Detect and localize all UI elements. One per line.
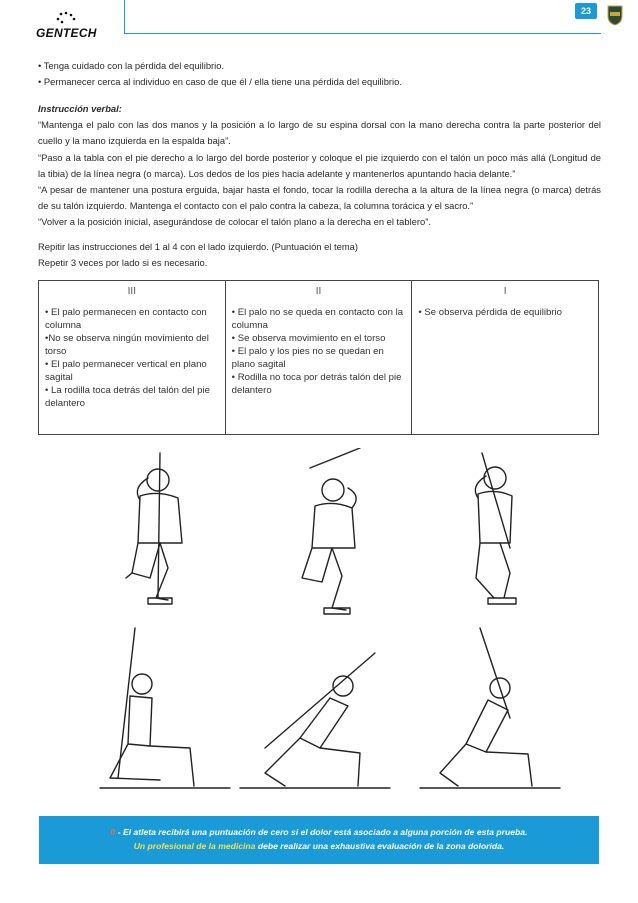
figure-front-3: [475, 453, 516, 604]
note-highlight: Un profesional de la medicina: [133, 841, 256, 851]
verbal-line: “Mantenga el palo con las dos manos y la posición a lo largo de su espina dorsal con la mano derecha contra la parte posterior del cuello y la mano izquierda en la espalda baja”.: [38, 119, 601, 147]
criteria-item: • El palo permanecer vertical en plano sagital: [45, 359, 207, 383]
verbal-label: Instrucción verbal:: [38, 103, 122, 114]
repeat-line: Repitir las instrucciones del 1 al 4 con el lado izquierdo. (Puntuación el tema): [38, 241, 358, 252]
verbal-line: “Paso a la tabla con el pie derecho a lo largo del borde posterior y coloque el pie izquierdo con el talón un poco más allá (Longitud de la tibia) de la línea negra (o marca). Los dedos de los pies hacia adelante y mantenerlos apuntando hacia delante.”: [38, 151, 601, 179]
criteria-item: • Se observa pérdida de equilibrio: [418, 307, 562, 318]
header-rule: [124, 33, 601, 34]
page-number: 23: [575, 3, 597, 19]
verbal-line: “Volver a la posición inicial, asegurándose de colocar el talón plano a la derecha en el tablero”.: [38, 216, 431, 228]
note-zero: 0: [110, 827, 116, 837]
scoring-table: [38, 280, 599, 435]
criteria-item: • Se observa movimiento en el torso: [231, 333, 386, 344]
criteria-item: • El palo no se queda en contacto con la columna: [231, 307, 404, 331]
verbal-instructions: [38, 101, 601, 231]
verbal-line: “A pesar de mantener una postura erguida, bajar hasta el fondo, tocar la rodilla derecha a la altura de la línea negra (o marca) detrás de su talón izquierdo. Mantenga el contacto con el palo contra la cabeza, la columna torácica y el sacro.”: [38, 184, 601, 212]
criteria-item: •No se observa ningún movimiento del torso: [45, 333, 209, 357]
logo-text: GENTECH: [36, 26, 97, 40]
note-line-2: [39, 839, 599, 853]
exercise-illustrations: [90, 448, 570, 803]
crest-icon: [606, 4, 624, 26]
figure-front-2: [302, 448, 360, 614]
criteria-item: • El palo permanecen en contacto con columna: [45, 307, 207, 331]
figure-side-3: [420, 628, 560, 788]
score-column-1: [412, 281, 598, 434]
repeat-line: Repetir 3 veces por lado si es necesario.: [38, 257, 208, 269]
intro-bullet: • Tenga cuidado con la pérdida del equilibrio.: [38, 60, 225, 71]
intro-bullets: [38, 58, 601, 90]
note-text: debe realizar una exhaustiva evaluación de la zona dolorida.: [255, 841, 505, 851]
figure-front-1: [126, 453, 182, 604]
note-text: - El atleta recibirá una puntuación de cero si el dolor está asociado a alguna porción de esta prueba.: [115, 827, 528, 837]
column-header: III: [127, 286, 136, 297]
note-box: [39, 816, 599, 864]
intro-bullet: • Permanecer cerca al individuo en caso de que él / ella tiene una pérdida del equilibrio.: [38, 76, 402, 88]
column-header: II: [315, 286, 322, 297]
score-column-2: [226, 281, 413, 434]
criteria-item: • La rodilla toca detrás del talón del pie delantero: [45, 385, 210, 409]
column-header: I: [503, 286, 507, 297]
criteria-item: • El palo y los pies no se quedan en plano sagital: [231, 346, 384, 370]
figure-side-2: [240, 653, 390, 788]
repeat-instructions: [38, 239, 601, 271]
note-line-1: [39, 825, 599, 839]
criteria-item: • Rodilla no toca por detrás talón del pie delantero: [231, 372, 402, 396]
header-divider: [124, 0, 125, 34]
score-column-3: [39, 281, 226, 434]
figure-side-1: [100, 628, 230, 788]
